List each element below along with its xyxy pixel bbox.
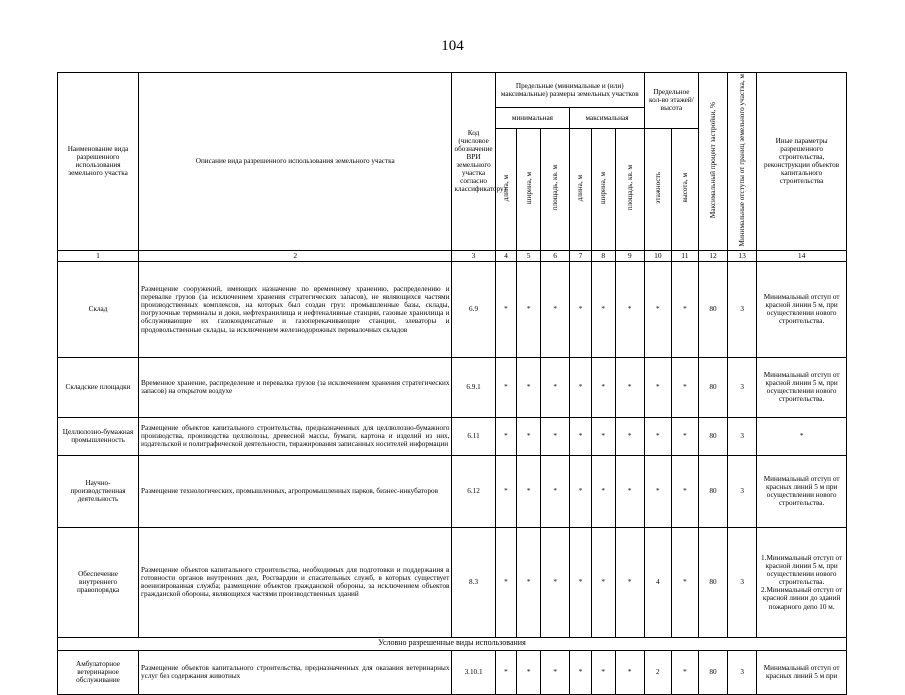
row-min-setback: 3 xyxy=(728,357,757,417)
row-cell: * xyxy=(671,455,698,527)
row-cell: * xyxy=(591,455,615,527)
row-min-setback: 3 xyxy=(728,261,757,357)
header-min-setback: Минимальные отступы от границ земельного участка, м xyxy=(728,73,757,251)
header-min-width: ширина, м xyxy=(517,128,541,250)
row-cell: * xyxy=(671,650,698,694)
row-cell: * xyxy=(541,261,570,357)
row-name: Целлюлозно-бумажная промышленность xyxy=(58,417,139,455)
row-cell: * xyxy=(591,650,615,694)
header-min-length: длина, м xyxy=(495,128,517,250)
row-cell: * xyxy=(615,455,644,527)
column-number: 3 xyxy=(452,250,495,261)
zoning-regulations-table xyxy=(57,72,847,695)
row-other-params: Минимальный отступ от красной линии 5 м, при осуществлении нового строительства. xyxy=(757,357,847,417)
row-cell: * xyxy=(517,650,541,694)
row-cell: 2 xyxy=(644,650,671,694)
header-description: Описание вида разрешенного использования земельного участка xyxy=(139,73,452,251)
header-name: Наименование вида разрешенного использования земельного участка xyxy=(58,73,139,251)
row-cell: * xyxy=(495,455,517,527)
column-number: 10 xyxy=(644,250,671,261)
row-other-params: 1.Минимальный отступ от красной линии 5 м, при осуществлении нового строительства. 2.Минимальный отступ от красной линии до зданий пожарного депо 10 м. xyxy=(757,527,847,637)
row-cell: * xyxy=(495,417,517,455)
column-number: 14 xyxy=(757,250,847,261)
row-min-setback: 3 xyxy=(728,417,757,455)
row-description: Размещение сооружений, имеющих назначение по временному хранению, распределению и перевалке грузов (за исключением хранения стратегических запасов), не являющихся частями производственных комплексов, на которых был создан груз: промышленные базы, склады, погрузочные терминалы и доки, нефтехранилища и нефтеналивные станции, газовые хранилища и обслуживающие их газоконденсатные и газоперекачивающие станции, элеваторы и продовольственные склады, за исключением железнодорожных перевалочных складов xyxy=(139,261,452,357)
row-cell: * xyxy=(570,650,592,694)
row-max-percent: 80 xyxy=(698,455,727,527)
column-number: 7 xyxy=(570,250,592,261)
row-description: Размещение объектов капитального строительства, предназначенных для целлюлозно-бумажного производства, производства целлюлозы, древесной массы, бумаги, картона и изделий из них, издательской и полиграфической деятельности, тиражирования записанных носителей информации xyxy=(139,417,452,455)
row-cell: * xyxy=(615,261,644,357)
table-row xyxy=(58,527,847,637)
row-cell: * xyxy=(517,417,541,455)
page-number: 104 xyxy=(441,38,464,54)
row-cell: * xyxy=(570,527,592,637)
header-max-width: ширина, м xyxy=(591,128,615,250)
row-cell: * xyxy=(517,455,541,527)
row-name: Складские площадки xyxy=(58,357,139,417)
header-max-percent: Максимальный процент застройки, % xyxy=(698,73,727,251)
row-cell: * xyxy=(495,527,517,637)
row-other-params: Минимальный отступ от красных линий 5 м при осуществлении нового строительства. xyxy=(757,455,847,527)
row-cell: * xyxy=(517,527,541,637)
section-row xyxy=(58,637,847,650)
column-number: 13 xyxy=(728,250,757,261)
row-max-percent: 80 xyxy=(698,527,727,637)
table-row xyxy=(58,261,847,357)
column-number: 6 xyxy=(541,250,570,261)
row-cell: * xyxy=(570,417,592,455)
row-cell: * xyxy=(517,261,541,357)
row-name: Научно-производственная деятельность xyxy=(58,455,139,527)
row-min-setback: 3 xyxy=(728,650,757,694)
row-code: 6.9 xyxy=(452,261,495,357)
column-number: 4 xyxy=(495,250,517,261)
row-cell: * xyxy=(644,357,671,417)
row-cell: * xyxy=(570,455,592,527)
row-cell: * xyxy=(541,417,570,455)
row-cell: * xyxy=(541,527,570,637)
row-max-percent: 80 xyxy=(698,650,727,694)
row-cell: * xyxy=(541,650,570,694)
header-other-params: Иные параметры разрешенного строительства, реконструкции объектов капитального строительства xyxy=(757,73,847,251)
header-floors-limit: Предельное кол-во этажей/ высота xyxy=(644,73,698,129)
row-cell: * xyxy=(495,261,517,357)
row-description: Временное хранение, распределение и перевалка грузов (за исключением хранения стратегических запасов) на открытом воздухе xyxy=(139,357,452,417)
row-cell: * xyxy=(591,261,615,357)
row-description: Размещение объектов капитального строительства, необходимых для подготовки и поддержания в готовности органов внутренних дел, Росгвардии и спасательных служб, в которых существует военизированная служба; размещение объектов гражданской обороны, за исключением объектов гражданской обороны, являющихся частями производственных зданий xyxy=(139,527,452,637)
row-cell: * xyxy=(495,357,517,417)
header-min-area: площадь, кв. м xyxy=(541,128,570,250)
column-number: 2 xyxy=(139,250,452,261)
table-row xyxy=(58,650,847,694)
row-cell: * xyxy=(671,417,698,455)
row-cell: 4 xyxy=(644,527,671,637)
row-cell: * xyxy=(615,527,644,637)
header-max-length: длина, м xyxy=(570,128,592,250)
row-cell: * xyxy=(671,261,698,357)
header-minimal: минимальная xyxy=(495,108,570,128)
header-max-area: площадь, кв. м xyxy=(615,128,644,250)
row-cell: * xyxy=(570,261,592,357)
row-code: 6.11 xyxy=(452,417,495,455)
row-cell: * xyxy=(644,261,671,357)
row-code: 6.9.1 xyxy=(452,357,495,417)
row-cell: * xyxy=(541,357,570,417)
row-name: Обеспечение внутреннего правопорядка xyxy=(58,527,139,637)
row-cell: * xyxy=(517,357,541,417)
row-min-setback: 3 xyxy=(728,455,757,527)
row-name: Склад xyxy=(58,261,139,357)
column-number: 5 xyxy=(517,250,541,261)
row-max-percent: 80 xyxy=(698,417,727,455)
column-number: 11 xyxy=(671,250,698,261)
column-number: 8 xyxy=(591,250,615,261)
header-code: Код (числовое обозначение ВРИ земельного участка согласно классификатору) xyxy=(452,73,495,251)
row-cell: * xyxy=(615,357,644,417)
row-name: Амбулаторное ветеринарное обслуживание xyxy=(58,650,139,694)
table-row xyxy=(58,417,847,455)
row-cell: * xyxy=(644,455,671,527)
row-cell: * xyxy=(591,417,615,455)
column-number: 1 xyxy=(58,250,139,261)
row-cell: * xyxy=(644,417,671,455)
row-other-params: Минимальный отступ от красных линий 5 м при xyxy=(757,650,847,694)
header-size-limits: Предельные (минимальные и (или) максимальные) размеры земельных участков xyxy=(495,73,644,108)
row-cell: * xyxy=(615,417,644,455)
row-cell: * xyxy=(495,650,517,694)
section-title: Условно разрешенные виды использования xyxy=(58,637,847,650)
row-cell: * xyxy=(591,527,615,637)
header-height: высота, м xyxy=(671,128,698,250)
row-code: 6.12 xyxy=(452,455,495,527)
row-cell: * xyxy=(671,357,698,417)
row-cell: * xyxy=(570,357,592,417)
row-max-percent: 80 xyxy=(698,261,727,357)
row-min-setback: 3 xyxy=(728,527,757,637)
row-code: 3.10.1 xyxy=(452,650,495,694)
column-numbers-row xyxy=(58,250,847,261)
row-description: Размещение технологических, промышленных, агропромышленных парков, бизнес-инкубаторов xyxy=(139,455,452,527)
row-cell: * xyxy=(671,527,698,637)
row-cell: * xyxy=(541,455,570,527)
header-floors: этажность xyxy=(644,128,671,250)
row-description: Размещение объектов капитального строительства, предназначенных для оказания ветеринарных услуг без содержания животных xyxy=(139,650,452,694)
column-number: 12 xyxy=(698,250,727,261)
row-other-params: Минимальный отступ от красной линии 5 м, при осуществлении нового строительства. xyxy=(757,261,847,357)
header-maximal: максимальная xyxy=(570,108,645,128)
column-number: 9 xyxy=(615,250,644,261)
row-cell: * xyxy=(591,357,615,417)
row-cell: * xyxy=(615,650,644,694)
row-other-params: * xyxy=(757,417,847,455)
table-row xyxy=(58,357,847,417)
row-max-percent: 80 xyxy=(698,357,727,417)
row-code: 8.3 xyxy=(452,527,495,637)
table-row xyxy=(58,455,847,527)
